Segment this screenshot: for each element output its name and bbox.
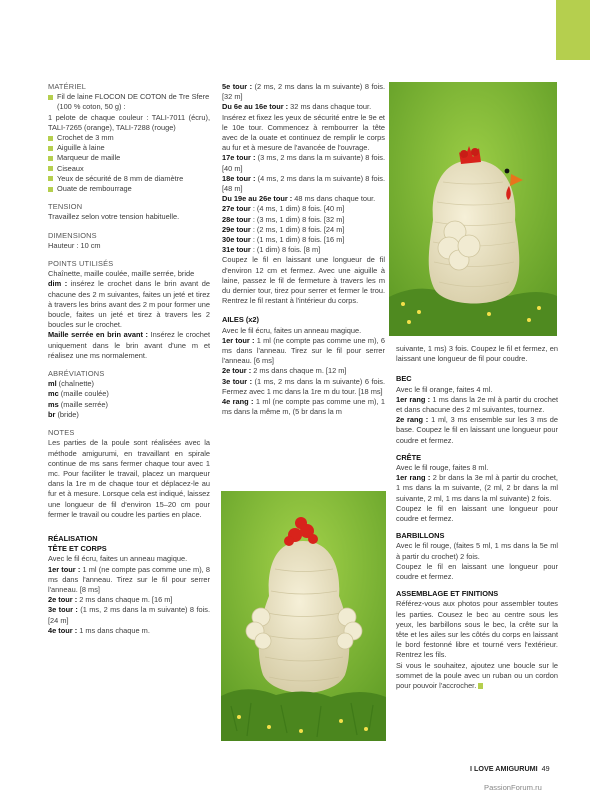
row-text: : (1 ms, 1 dim) 8 fois. [16 m] [250,235,345,245]
end-mark-icon [478,683,483,689]
watermark: PassionForum.ru [484,783,542,792]
crete-row [396,473,558,504]
corps-finish: Coupez le fil en laissant une longueur de fil d'environ 12 cm et fermez. Avec une aiguille à laine, passez le fil de fermeture à travers les m du dernier tour, tirez pour serrer et fermer le trou. Rentrez le fil restant à l'intérieur du corps. [222,255,385,306]
column-instructions [222,82,385,418]
ailes-intro: Avec le fil écru, faites un anneau magique. [222,325,362,335]
ailes-row [222,377,385,397]
tete-row [48,595,210,605]
hen-photo-side-image [389,82,557,336]
row-text: (3 ms, 2 ms dans la m suivante) 8 fois. [40 m] [222,153,386,173]
crete-intro: Avec le fil rouge, faites 8 ml. [396,463,489,473]
tension-text: Travaillez selon votre tension habituelle. [48,212,180,222]
row-term: 17e tour : [222,153,256,163]
row-term: 30e tour [222,235,251,245]
materiel-yarn [48,92,210,112]
notes-text: Les parties de la poule sont réalisées avec la méthode amigurumi, en travaillant en spirale continue de ms sans fermer chaque tour avec 1 mc. Pour faciliter le travail, placez un marqueur dans la 1re m de chaque tour et déplacez-le au fur et à mesure. Lorsque cela est indiqué, laissez une longueur de fil d'environ 15–20 cm pour fermer le travail ou coudre les parties en place. [48,438,210,519]
row-text: (1 ms, 2 ms dans la m suivante) 8 fois. [24 m] [48,605,211,625]
row-text: 1 ml (ne compte pas comme une m), 1 ms dans la même m, (5 br dans la m [222,397,385,417]
barbillons-finish: Coupez le fil en laissant une longueur pour coudre et fermez. [396,561,558,582]
column-parts [396,344,558,691]
corps-row [222,245,385,255]
bec-row [396,395,558,415]
barbillons-text: Avec le fil rouge, (faites 5 ml, 1 ms dans la 5e ml à partir du crochet) 2 fois. [396,541,558,561]
points-msba [48,330,210,361]
row-text: (2 ms, 2 ms dans la m suivante) 8 fois. [32 m] [222,82,386,102]
row-term: 31e tour [222,245,251,255]
assemblage-title: ASSEMBLAGE ET FINITIONS [396,589,499,599]
row-text: : (3 ms, 1 dim) 8 fois. [32 m] [250,214,345,224]
abbr-label: ABRÉVIATIONS [48,369,105,379]
tension-label: TENSION [48,202,83,212]
row-term: 2e tour : [222,366,252,376]
row-text: 1 ml (ne compte pas comme une m), 8 ms dans l'anneau. Tirez sur le fil pour serrer l'anneau. [8 ms] [48,564,210,594]
corps-row [222,225,385,235]
row-text: 1 ms dans la 2e ml à partir du crochet et dans chacune des 2 ml suivantes, tournez. [396,394,558,415]
bec-row [396,415,558,446]
abbr-def: (bride) [55,409,79,419]
ailes-row [222,366,385,376]
corps-row [222,102,385,112]
abbr-term: br [48,409,56,419]
points-dim-text: insérez le crochet dans le brin avant de chacune des 2 m suivantes, faites un jeté et tirez à travers les brins avant des 2 m pour former une boucle, faites un jeté et tirez à travers les 2 boucles sur le crochet. [48,279,210,330]
abbr-item [48,379,210,389]
column-materials [48,82,210,636]
row-term: Du 6e au 16e tour : [222,102,289,112]
abbr-term: ml [48,379,57,389]
points-label: POINTS UTILISÉS [48,259,114,269]
materiel-yarn-item: Fil de laine FLOCON DE COTON de Tre Sfere (100 % coton, 50 g) : [48,92,210,112]
row-term: 29e tour [222,224,251,234]
materiel-item: Ouate de rembourrage [48,184,210,194]
row-term: Du 19e au 26e tour : [222,194,293,204]
row-text: (1 ms, 2 ms dans la m suivante) 6 fois. Fermez avec 1 mc dans la 1re m du tour. [18 ms] [222,376,386,396]
points-msba-term: Maille serrée en brin avant : [48,330,149,340]
materiel-pelote: 1 pelote de chaque couleur : TALI-7011 (écru), TALI-7265 (orange), TALI-7288 (rouge) [48,112,210,132]
tete-row [48,565,210,596]
row-term: 3e tour : [48,605,78,615]
points-list: Chaînette, maille coulée, maille serrée, bride [48,269,195,279]
crete-finish: Coupez le fil en laissant une longueur pour coudre et fermez. [396,503,558,524]
tete-row [48,626,210,636]
ailes-row [222,397,385,417]
hen-photo-back [221,491,386,741]
row-term: 4e rang : [222,397,254,407]
magazine-name: I LOVE AMIGURUMI [470,764,538,773]
row-term: 27e tour [222,204,251,214]
assemblage-text-2-body: Si vous le souhaitez, ajoutez une boucle sur le sommet de la poule avec un ruban ou un cordon pour pouvoir l'accrocher. [396,660,558,691]
page-corner-tab [556,0,590,60]
row-text: : (2 ms, 1 dim) 8 fois. [24 m] [250,224,345,234]
corps-row [222,215,385,225]
abbr-item [48,410,210,420]
hen-photo-side [389,82,557,336]
abbr-def: (maille serrée) [58,399,108,409]
row-text: 32 ms dans chaque tour. [288,102,372,112]
row-text: 2 br dans la 3e ml à partir du crochet, 1 ms dans la m suivante, (2 ml, 2 br dans la ml suivante, 2 ml, 1 ms dans la ml suivante) 2 fois. [396,473,558,503]
row-term: 1er tour : [222,335,255,345]
ailes-row [222,336,385,367]
page-footer [470,764,550,773]
abbr-term: ms [48,399,59,409]
corps-row [222,82,385,102]
corps-row [222,235,385,245]
abbr-def: (maille coulée) [58,389,109,399]
points-dim-term: dim : [48,279,68,289]
row-text: 1 ml (ne compte pas comme une m), 6 ms dans l'anneau. Tirez sur le fil pour serrer l'anneau. [6 ms] [222,335,385,366]
yeux-text: Insérez et fixez les yeux de sécurité entre le 9e et le 10e tour. Commencez à rembourrer la tête avec de la ouate et continuez de remplir le corps au fur et à mesure de l'avancée de l'ouvrage. [222,112,385,153]
row-text: : (4 ms, 1 dim) 8 fois. [40 m] [250,204,345,214]
row-text: 1 ml, 3 ms ensemble sur les 3 ms de base. Coupez le fil en laissant une longueur pour coudre et fermez. [396,415,558,445]
points-msba-text: Insérez le crochet uniquement dans le brin avant d'une m et réalisez une ms normalement. [48,330,210,360]
tete-intro: Avec le fil écru, faites un anneau magique. [48,554,188,564]
ailes-title: AILES (x2) [222,315,259,325]
materiel-item: Ciseaux [48,164,210,174]
row-term: 4e tour : [48,625,78,635]
materiel-label: MATÉRIEL [48,82,87,91]
points-dim [48,279,210,330]
row-text: 1 ms dans chaque m. [77,625,150,635]
row-text: 48 ms dans chaque tour. [292,194,376,204]
materiel-item: Marqueur de maille [48,153,210,163]
tete-corps-title: TÊTE ET CORPS [48,544,107,554]
dimensions-label: DIMENSIONS [48,230,97,240]
page-number: 49 [541,764,550,773]
corps-row [222,153,385,173]
ailes-cont: suivante, 1 ms) 3 fois. Coupez le fil et fermez, en laissant une longueur de fil pour coudre. [396,344,558,364]
tete-row [48,605,210,625]
dimensions-text: Hauteur : 10 cm [48,240,101,250]
corps-row [222,204,385,214]
bec-title: BEC [396,374,412,384]
row-term: 3e tour : [222,376,253,386]
crete-title: CRÊTE [396,452,422,462]
materiel-item: Yeux de sécurité de 8 mm de diamètre [48,174,210,184]
barbillons-title: BARBILLONS [396,531,445,541]
abbr-def: (chaînette) [56,379,95,389]
row-term: 18e tour : [222,173,256,183]
row-text: : (1 dim) 8 fois. [8 m] [250,245,321,255]
row-text: 2 ms dans chaque m. [12 m] [251,366,347,376]
corps-row [222,174,385,194]
row-term: 1er tour : [48,564,81,574]
corps-row [222,194,385,204]
row-term: 1er rang : [396,394,431,404]
row-term: 2e tour : [48,595,78,605]
abbr-item [48,389,210,399]
materiel-item: Aiguille à laine [48,143,210,153]
assemblage-text-2 [396,661,558,692]
materiel-list [48,133,210,194]
bec-intro: Avec le fil orange, faites 4 ml. [396,384,493,394]
row-term: 28e tour [222,214,251,224]
row-term: 1er rang : [396,473,431,483]
abbr-term: mc [48,389,59,399]
row-term: 5e tour : [222,82,253,91]
notes-label: NOTES [48,428,75,438]
realisation-title: RÉALISATION [48,533,98,543]
row-text: (4 ms, 2 ms dans la m suivante) 8 fois. [48 m] [222,173,386,194]
row-text: 2 ms dans chaque m. [16 m] [77,595,173,605]
row-term: 2e rang : [396,415,429,425]
abbr-item [48,400,210,410]
assemblage-text: Référez-vous aux photos pour assembler toutes les parties. Cousez le bec au centre sous les yeux, les barbillons sous le bec, la crête sur la tête et les ailes sur les côtés du corps en laissant le bord festonné libre et tourné vers l'extérieur. Rentrez les fils. [396,599,558,660]
materiel-item: Crochet de 3 mm [48,133,210,143]
hen-photo-back-image [221,491,386,741]
